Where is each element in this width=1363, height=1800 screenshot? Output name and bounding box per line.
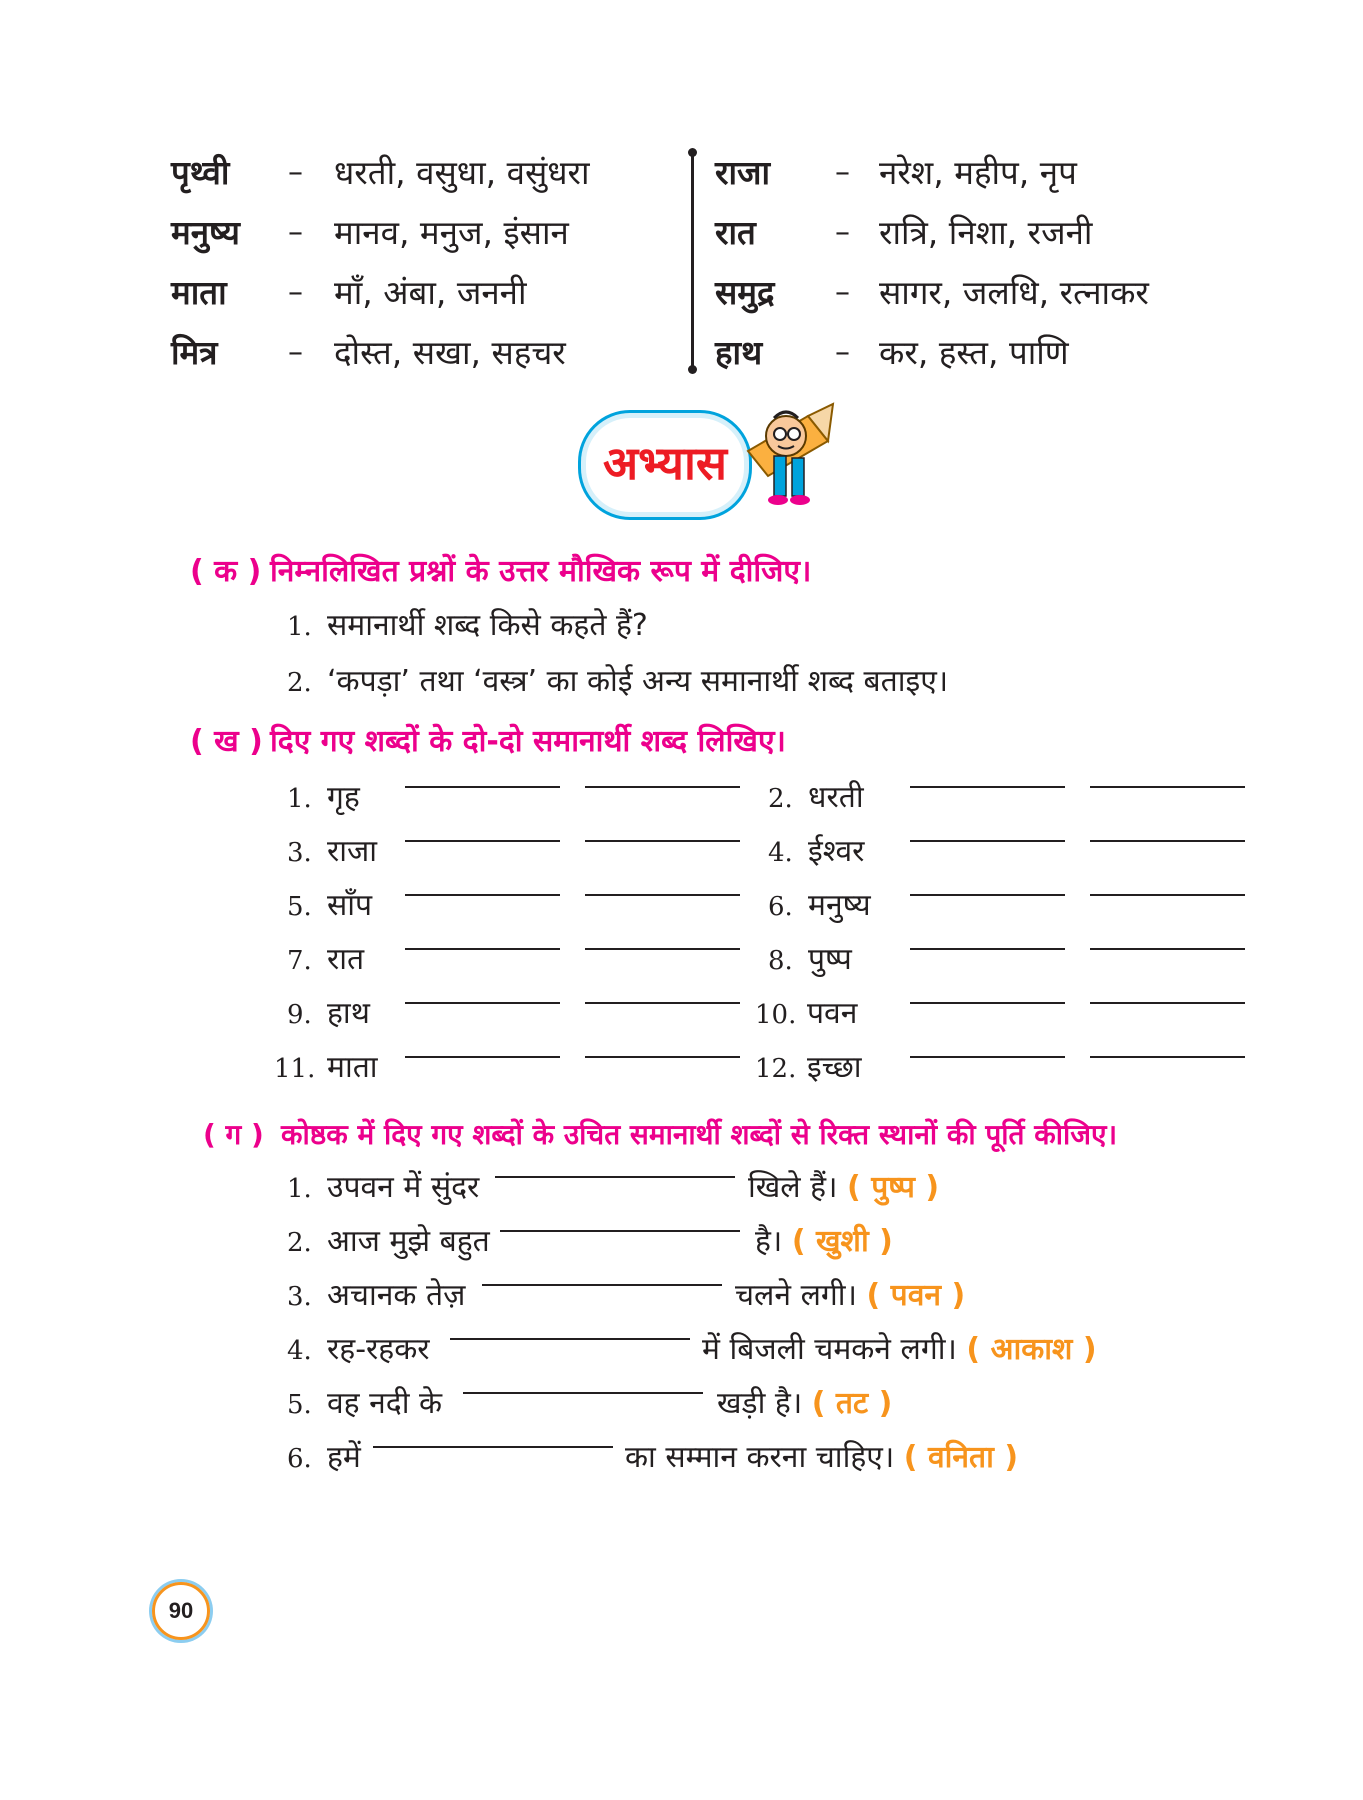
answer-blank[interactable] bbox=[373, 1446, 613, 1448]
section-title: कोष्ठक में दिए गए शब्दों के उचित समानार्थी शब्दों से रिक्त स्थानों की पूर्ति कीजिए। bbox=[281, 1118, 1118, 1151]
answer-blank[interactable] bbox=[585, 786, 740, 788]
synonym-meanings: कर, हस्त, पाणि bbox=[879, 333, 1069, 372]
sentence-item bbox=[287, 1168, 479, 1209]
dash: – bbox=[288, 275, 303, 310]
answer-blank[interactable] bbox=[585, 840, 740, 842]
answer-blank[interactable] bbox=[405, 1002, 560, 1004]
worksheet-item bbox=[287, 886, 372, 927]
synonym-word: मनुष्य bbox=[171, 213, 240, 252]
hint-word: ( पवन ) bbox=[866, 1278, 966, 1313]
answer-blank[interactable] bbox=[910, 948, 1065, 950]
item-number: 7. bbox=[287, 946, 312, 976]
item-number: 3. bbox=[287, 838, 312, 868]
item-number: 5. bbox=[287, 892, 312, 922]
item-number: 5. bbox=[287, 1390, 312, 1420]
item-number: 8. bbox=[768, 946, 793, 976]
page-number-badge bbox=[152, 1582, 210, 1640]
answer-blank[interactable] bbox=[405, 840, 560, 842]
sentence-before: उपवन में सुंदर bbox=[327, 1170, 480, 1205]
sentence-before: अचानक तेज़ bbox=[327, 1278, 466, 1313]
worksheet-item bbox=[287, 832, 377, 873]
section-ka-heading bbox=[190, 552, 811, 592]
synonym-word: रात bbox=[715, 213, 756, 252]
answer-blank[interactable] bbox=[585, 1002, 740, 1004]
sentence-item bbox=[625, 1438, 1018, 1478]
item-word: साँप bbox=[327, 888, 373, 923]
answer-blank[interactable] bbox=[910, 1056, 1065, 1058]
pencil-mascot-icon bbox=[738, 396, 843, 506]
synonym-word: समुद्र bbox=[715, 273, 775, 312]
answer-blank[interactable] bbox=[1090, 840, 1245, 842]
sentence-after: का सम्मान करना चाहिए। bbox=[625, 1440, 895, 1475]
hint-word: ( तट ) bbox=[811, 1386, 893, 1421]
synonym-meanings: दोस्त, सखा, सहचर bbox=[334, 333, 566, 372]
worksheet-item bbox=[287, 940, 364, 981]
question-number: 1. bbox=[287, 612, 312, 642]
item-number: 4. bbox=[287, 1336, 312, 1366]
dash: – bbox=[288, 335, 303, 370]
answer-blank[interactable] bbox=[500, 1230, 740, 1232]
item-word: राजा bbox=[327, 834, 378, 869]
synonym-word: पृथ्वी bbox=[171, 153, 230, 192]
sentence-before: हमें bbox=[327, 1440, 361, 1475]
sentence-after: चलने लगी। bbox=[735, 1278, 857, 1313]
item-number: 2. bbox=[287, 1228, 312, 1258]
answer-blank[interactable] bbox=[1090, 948, 1245, 950]
answer-blank[interactable] bbox=[910, 840, 1065, 842]
question-text: समानार्थी शब्द किसे कहते हैं? bbox=[327, 608, 648, 643]
answer-blank[interactable] bbox=[585, 948, 740, 950]
sentence-item bbox=[755, 1222, 893, 1262]
answer-blank[interactable] bbox=[910, 1002, 1065, 1004]
answer-blank[interactable] bbox=[405, 894, 560, 896]
synonym-meanings: माँ, अंबा, जननी bbox=[334, 273, 527, 312]
dash: – bbox=[835, 215, 850, 250]
worksheet-item bbox=[768, 832, 864, 873]
answer-blank[interactable] bbox=[405, 1056, 560, 1058]
question-number: 2. bbox=[287, 668, 312, 698]
answer-blank[interactable] bbox=[585, 1056, 740, 1058]
dash: – bbox=[288, 155, 303, 190]
page-number: 90 bbox=[168, 1598, 194, 1623]
sentence-after: में बिजली चमकने लगी। bbox=[702, 1332, 957, 1367]
dash: – bbox=[835, 275, 850, 310]
item-word: इच्छा bbox=[807, 1050, 862, 1085]
sentence-item bbox=[748, 1168, 939, 1208]
sentence-item bbox=[702, 1330, 1097, 1370]
synonym-word: राजा bbox=[715, 153, 771, 192]
synonym-meanings: मानव, मनुज, इंसान bbox=[334, 213, 569, 252]
synonym-meanings: रात्रि, निशा, रजनी bbox=[879, 213, 1093, 252]
section-marker: ( ख ) bbox=[190, 724, 263, 759]
answer-blank[interactable] bbox=[482, 1284, 722, 1286]
item-word: हाथ bbox=[327, 996, 370, 1031]
section-marker: ( क ) bbox=[190, 554, 262, 589]
item-number: 9. bbox=[287, 1000, 312, 1030]
item-number: 6. bbox=[287, 1444, 312, 1474]
exercise-badge-label: अभ्यास bbox=[603, 436, 727, 490]
item-number: 1. bbox=[287, 784, 312, 814]
item-number: 4. bbox=[768, 838, 793, 868]
sentence-after: है। bbox=[755, 1224, 783, 1259]
column-divider bbox=[691, 152, 694, 370]
synonym-word: माता bbox=[171, 273, 227, 312]
sentence-after: खड़ी है। bbox=[717, 1386, 803, 1421]
item-number: 12. bbox=[755, 1054, 797, 1084]
worksheet-item bbox=[755, 1048, 862, 1089]
hint-word: ( पुष्प ) bbox=[847, 1170, 940, 1205]
item-number: 10. bbox=[755, 1000, 797, 1030]
answer-blank[interactable] bbox=[405, 948, 560, 950]
hint-word: ( वनिता ) bbox=[903, 1440, 1019, 1475]
exercise-badge bbox=[578, 410, 748, 520]
item-number: 11. bbox=[274, 1054, 316, 1084]
synonym-meanings: नरेश, महीप, नृप bbox=[879, 153, 1077, 192]
worksheet-item bbox=[287, 778, 360, 819]
sentence-item bbox=[287, 1384, 442, 1425]
worksheet-item bbox=[755, 994, 857, 1035]
item-word: पवन bbox=[807, 996, 858, 1031]
synonym-meanings: धरती, वसुधा, वसुंधरा bbox=[334, 153, 590, 192]
question-text: ‘कपड़ा’ तथा ‘वस्त्र’ का कोई अन्य समानार्थी शब्द बताइए। bbox=[327, 664, 949, 699]
dash: – bbox=[835, 335, 850, 370]
sentence-before: आज मुझे बहुत bbox=[327, 1224, 490, 1259]
sentence-item bbox=[287, 1276, 465, 1317]
item-number: 1. bbox=[287, 1174, 312, 1204]
dash: – bbox=[835, 155, 850, 190]
answer-blank[interactable] bbox=[910, 786, 1065, 788]
section-title: निम्नलिखित प्रश्नों के उत्तर मौखिक रूप में दीजिए। bbox=[270, 554, 812, 589]
item-word: धरती bbox=[808, 780, 864, 815]
answer-blank[interactable] bbox=[1090, 786, 1245, 788]
synonym-word: मित्र bbox=[171, 333, 218, 372]
sentence-item bbox=[287, 1222, 490, 1263]
item-word: ईश्वर bbox=[808, 834, 865, 869]
answer-blank[interactable] bbox=[585, 894, 740, 896]
worksheet-item bbox=[287, 994, 370, 1035]
worksheet-item bbox=[768, 778, 864, 819]
item-word: पुष्प bbox=[808, 942, 852, 977]
item-word: माता bbox=[327, 1050, 378, 1085]
hint-word: ( खुशी ) bbox=[791, 1224, 893, 1259]
item-word: मनुष्य bbox=[808, 888, 871, 923]
sentence-item bbox=[287, 1438, 361, 1479]
worksheet-item bbox=[768, 940, 852, 981]
sentence-item bbox=[735, 1276, 965, 1316]
sentence-before: वह नदी के bbox=[327, 1386, 443, 1421]
synonym-meanings: सागर, जलधि, रत्नाकर bbox=[879, 273, 1149, 312]
section-ga-heading bbox=[203, 1115, 1117, 1155]
answer-blank[interactable] bbox=[1090, 1002, 1245, 1004]
item-number: 6. bbox=[768, 892, 793, 922]
worksheet-item bbox=[274, 1048, 378, 1089]
answer-blank[interactable] bbox=[495, 1176, 735, 1178]
question-item bbox=[287, 662, 948, 703]
item-number: 3. bbox=[287, 1282, 312, 1312]
hint-word: ( आकाश ) bbox=[966, 1332, 1097, 1367]
synonym-word: हाथ bbox=[715, 333, 763, 372]
answer-blank[interactable] bbox=[910, 894, 1065, 896]
question-item bbox=[287, 606, 648, 647]
item-word: रात bbox=[327, 942, 365, 977]
item-word: गृह bbox=[327, 780, 360, 815]
answer-blank[interactable] bbox=[1090, 1056, 1245, 1058]
section-title: दिए गए शब्दों के दो-दो समानार्थी शब्द लिखिए। bbox=[270, 724, 786, 759]
worksheet-item bbox=[768, 886, 871, 927]
answer-blank[interactable] bbox=[405, 786, 560, 788]
answer-blank[interactable] bbox=[450, 1338, 690, 1340]
section-kha-heading bbox=[190, 722, 786, 762]
item-number: 2. bbox=[768, 784, 793, 814]
sentence-after: खिले हैं। bbox=[748, 1170, 838, 1205]
answer-blank[interactable] bbox=[463, 1392, 703, 1394]
sentence-before: रह-रहकर bbox=[327, 1332, 430, 1367]
answer-blank[interactable] bbox=[1090, 894, 1245, 896]
dash: – bbox=[288, 215, 303, 250]
sentence-item bbox=[287, 1330, 430, 1371]
section-marker: ( ग ) bbox=[203, 1118, 264, 1151]
sentence-item bbox=[717, 1384, 892, 1424]
